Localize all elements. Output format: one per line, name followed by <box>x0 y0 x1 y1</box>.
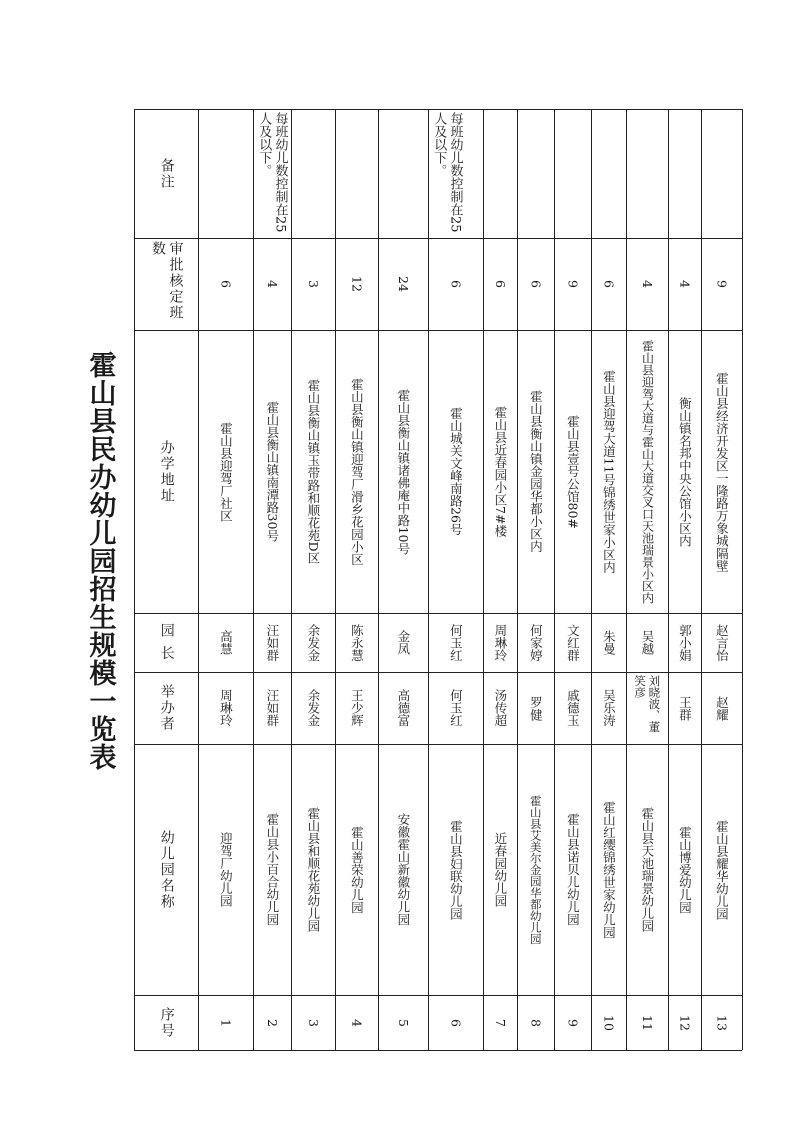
table-vline <box>742 109 743 1050</box>
cell-director <box>703 616 740 669</box>
cell-kindergarten-name <box>200 747 251 992</box>
cell-seq-text: 3 <box>305 1018 321 1027</box>
cell-seq-text: 8 <box>528 1018 544 1027</box>
header-approved-classes-text: 审批核定班数 <box>150 241 184 321</box>
cell-sponsor <box>293 675 333 741</box>
cell-kindergarten-name-text: 安徽霍山新徽幼儿园 <box>395 813 411 926</box>
cell-seq <box>430 998 481 1047</box>
cell-director <box>293 616 333 669</box>
table-vline <box>198 109 199 1050</box>
cell-seq <box>628 998 666 1047</box>
cell-note <box>380 112 426 235</box>
cell-director-text: 汪如群 <box>264 623 280 662</box>
cell-seq-text: 5 <box>395 1018 411 1027</box>
table-vline <box>291 109 292 1050</box>
cell-sponsor-text: 吴乐涛 <box>601 689 617 727</box>
cell-approved-classes-text: 6 <box>448 280 464 288</box>
table-hline <box>134 238 742 239</box>
cell-approved-classes <box>556 241 589 327</box>
cell-address-text: 霍山县近春园小区7#楼 <box>492 406 508 537</box>
cell-address <box>519 333 552 610</box>
cell-director <box>255 616 289 669</box>
cell-kindergarten-name-text: 迎驾厂幼儿园 <box>218 832 234 907</box>
cell-address-text: 霍山县衡山镇诸佛庵中路10号 <box>395 388 411 555</box>
cell-kindergarten-name-text: 霍山县妇联幼儿园 <box>448 819 464 920</box>
cell-sponsor-text: 戚德玉 <box>565 689 581 727</box>
cell-kindergarten-name-text: 霍山博爱幼儿园 <box>677 825 693 914</box>
cell-sponsor <box>593 675 624 741</box>
cell-kindergarten-name <box>430 747 481 992</box>
cell-kindergarten-name <box>293 747 333 992</box>
cell-note <box>485 112 515 235</box>
cell-address-text: 霍山县衡山镇玉带路和顺花苑D区 <box>305 378 321 565</box>
cell-kindergarten-name-text: 霍山县诺贝儿幼儿园 <box>565 813 581 926</box>
cell-seq-text: 13 <box>714 1014 730 1031</box>
cell-seq-text: 4 <box>349 1018 365 1027</box>
cell-address <box>255 333 289 610</box>
cell-director <box>670 616 699 669</box>
cell-approved-classes-text: 9 <box>565 280 581 288</box>
cell-note <box>293 112 333 235</box>
cell-seq <box>556 998 589 1047</box>
cell-sponsor-text: 王少辉 <box>349 689 365 727</box>
header-director-text: 园 长 <box>158 623 175 662</box>
cell-director-text: 文红群 <box>565 623 581 662</box>
header-seq-text: 序号 <box>158 1006 175 1039</box>
cell-address-text: 霍山县衡山镇南潭路30号 <box>264 401 280 542</box>
cell-sponsor <box>380 675 426 741</box>
cell-approved-classes <box>200 241 251 327</box>
cell-approved-classes <box>293 241 333 327</box>
cell-sponsor-text: 赵耀 <box>714 695 730 721</box>
cell-seq-text: 7 <box>492 1018 508 1027</box>
cell-kindergarten-name <box>703 747 740 992</box>
cell-seq <box>485 998 515 1047</box>
cell-sponsor-text: 汤传超 <box>492 689 508 727</box>
cell-kindergarten-name-text: 霍山红缨锦绣世家幼儿园 <box>601 800 617 939</box>
table-vline <box>134 109 135 1050</box>
cell-director <box>430 616 481 669</box>
cell-address <box>430 333 481 610</box>
cell-kindergarten-name <box>593 747 624 992</box>
table-hline <box>134 1050 742 1051</box>
header-note <box>136 112 196 235</box>
cell-sponsor-text: 汪如群 <box>264 689 280 727</box>
cell-address-text: 霍山县衡山镇金园华都小区内 <box>528 390 544 553</box>
cell-director-text: 赵言怡 <box>714 623 730 662</box>
cell-kindergarten-name <box>337 747 376 992</box>
cell-seq <box>593 998 624 1047</box>
cell-sponsor-text: 罗健 <box>528 695 544 721</box>
cell-kindergarten-name <box>519 747 552 992</box>
cell-address <box>703 333 740 610</box>
cell-sponsor <box>200 675 251 741</box>
cell-director-text: 陈永慧 <box>349 623 365 662</box>
header-note-text: 备注 <box>158 157 175 190</box>
cell-director <box>200 616 251 669</box>
cell-seq-text: 10 <box>601 1014 617 1031</box>
cell-approved-classes-text: 12 <box>349 276 365 292</box>
cell-address <box>485 333 515 610</box>
cell-director-text: 何玉红 <box>448 623 464 662</box>
cell-approved-classes <box>255 241 289 327</box>
cell-director-text: 朱曼 <box>601 630 617 655</box>
cell-address-text: 霍山县衡山镇迎驾厂滑乡花园小区 <box>349 377 365 566</box>
cell-approved-classes-text: 9 <box>714 280 730 288</box>
cell-note <box>703 112 740 235</box>
cell-director-text: 吴越 <box>639 630 655 655</box>
cell-approved-classes <box>628 241 666 327</box>
cell-approved-classes <box>337 241 376 327</box>
cell-director <box>380 616 426 669</box>
cell-sponsor-text: 余发金 <box>305 689 321 727</box>
cell-seq <box>293 998 333 1047</box>
cell-approved-classes-text: 6 <box>528 280 544 288</box>
cell-seq <box>670 998 699 1047</box>
table-hline <box>134 672 742 673</box>
cell-address-text: 霍山县迎驾厂社区 <box>218 421 234 522</box>
cell-director-text: 金凤 <box>395 630 411 655</box>
cell-sponsor <box>337 675 376 741</box>
table-vline <box>335 109 336 1050</box>
table-hline <box>134 330 742 331</box>
cell-director-text: 周琳玲 <box>492 623 508 662</box>
cell-director <box>593 616 624 669</box>
cell-seq-text: 6 <box>448 1018 464 1027</box>
cell-address-text: 衡山镇名邦中央公馆小区内 <box>677 396 693 547</box>
table-hline <box>134 744 742 745</box>
cell-seq-text: 9 <box>565 1018 581 1027</box>
cell-director-text: 郭小娟 <box>677 623 693 662</box>
cell-kindergarten-name <box>628 747 666 992</box>
cell-note <box>519 112 552 235</box>
cell-seq <box>337 998 376 1047</box>
table-vline <box>378 109 379 1050</box>
header-seq <box>136 998 196 1047</box>
table-vline <box>428 109 429 1050</box>
cell-address-text: 霍山县经济开发区一隆路万象城隔壁 <box>714 371 730 572</box>
table-vline <box>483 109 484 1050</box>
cell-kindergarten-name <box>485 747 515 992</box>
cell-seq-text: 2 <box>264 1018 280 1027</box>
cell-approved-classes-text: 6 <box>601 280 617 288</box>
table-hline <box>134 613 742 614</box>
table-vline <box>253 109 254 1050</box>
cell-approved-classes-text: 24 <box>395 276 411 292</box>
cell-director <box>337 616 376 669</box>
cell-note <box>255 112 289 235</box>
cell-seq-text: 11 <box>639 1014 655 1031</box>
cell-kindergarten-name <box>670 747 699 992</box>
cell-approved-classes-text: 4 <box>677 280 693 288</box>
table-vline <box>626 109 627 1050</box>
cell-sponsor <box>255 675 289 741</box>
cell-address <box>670 333 699 610</box>
table-vline <box>554 109 555 1050</box>
cell-sponsor <box>556 675 589 741</box>
header-kindergarten-name-text: 幼儿园名称 <box>158 829 175 910</box>
cell-address-text: 霍山县壹号公馆80# <box>565 414 581 529</box>
cell-seq-text: 1 <box>218 1018 234 1027</box>
cell-address <box>293 333 333 610</box>
cell-kindergarten-name-text: 霍山善荣幼儿园 <box>349 825 365 914</box>
cell-sponsor <box>703 675 740 741</box>
cell-note <box>430 112 481 235</box>
cell-approved-classes <box>519 241 552 327</box>
cell-kindergarten-name <box>556 747 589 992</box>
cell-seq <box>519 998 552 1047</box>
cell-note <box>556 112 589 235</box>
cell-sponsor <box>430 675 481 741</box>
cell-seq <box>200 998 251 1047</box>
cell-kindergarten-name-text: 霍山县耀华幼儿园 <box>714 819 730 920</box>
cell-note <box>200 112 251 235</box>
cell-sponsor-text: 何玉红 <box>448 689 464 727</box>
cell-note-text: 每班幼儿数控制在25人及以下。 <box>431 112 463 233</box>
cell-note <box>593 112 624 235</box>
cell-note <box>628 112 666 235</box>
cell-address <box>200 333 251 610</box>
header-kindergarten-name <box>136 747 196 992</box>
cell-approved-classes <box>703 241 740 327</box>
cell-kindergarten-name <box>255 747 289 992</box>
cell-sponsor-text: 高德富 <box>395 689 411 727</box>
cell-address <box>337 333 376 610</box>
header-sponsor-text: 举办者 <box>158 684 175 732</box>
header-approved-classes <box>136 241 196 327</box>
cell-approved-classes <box>670 241 699 327</box>
cell-approved-classes <box>430 241 481 327</box>
cell-seq <box>380 998 426 1047</box>
cell-sponsor-text: 刘晓波、董笑彦 <box>633 675 662 733</box>
cell-kindergarten-name-text: 霍山县艾美尔金园华都幼儿园 <box>528 794 543 945</box>
cell-kindergarten-name-text: 近春园幼儿园 <box>492 832 508 907</box>
cell-approved-classes-text: 4 <box>264 280 280 288</box>
cell-kindergarten-name-text: 霍山县天池瑞景幼儿园 <box>639 807 655 932</box>
cell-note-text: 每班幼儿数控制在25人及以下。 <box>256 112 288 233</box>
cell-director-text: 余发金 <box>305 623 321 662</box>
cell-sponsor <box>485 675 515 741</box>
cell-director <box>519 616 552 669</box>
cell-address <box>556 333 589 610</box>
cell-sponsor-text: 王群 <box>677 695 693 721</box>
header-address-text: 办学地址 <box>158 439 175 504</box>
table-vline <box>701 109 702 1050</box>
cell-address <box>380 333 426 610</box>
header-address <box>136 333 196 610</box>
cell-approved-classes <box>380 241 426 327</box>
cell-note <box>337 112 376 235</box>
cell-director <box>485 616 515 669</box>
table-vline <box>591 109 592 1050</box>
cell-seq <box>255 998 289 1047</box>
cell-seq <box>703 998 740 1047</box>
table-hline <box>134 109 742 110</box>
cell-address-text: 霍山县迎驾大道11号锦绣世家小区内 <box>601 369 617 574</box>
cell-note <box>670 112 699 235</box>
cell-director-text: 何家婷 <box>528 623 544 662</box>
cell-address <box>593 333 624 610</box>
cell-kindergarten-name <box>380 747 426 992</box>
cell-sponsor-text: 周琳玲 <box>218 689 234 727</box>
header-sponsor <box>136 675 196 741</box>
cell-approved-classes-text: 6 <box>492 280 508 288</box>
cell-kindergarten-name-text: 霍山县小百合幼儿园 <box>264 813 280 926</box>
cell-director <box>628 616 666 669</box>
cell-sponsor <box>519 675 552 741</box>
cell-address <box>628 333 666 610</box>
cell-address-text: 霍山县迎驾大道与霍山大道交叉口天池瑞景小区内 <box>640 339 655 604</box>
page-title-text: 霍山县民办幼儿园招生规模一览表 <box>84 350 116 771</box>
cell-approved-classes <box>485 241 515 327</box>
cell-approved-classes-text: 4 <box>639 280 655 288</box>
cell-director <box>556 616 589 669</box>
cell-approved-classes <box>593 241 624 327</box>
cell-seq-text: 12 <box>677 1014 693 1031</box>
header-director <box>136 616 196 669</box>
table-vline <box>668 109 669 1050</box>
cell-sponsor <box>628 675 666 741</box>
cell-sponsor <box>670 675 699 741</box>
cell-approved-classes-text: 6 <box>218 280 234 288</box>
cell-address-text: 霍山城关文峰南路26号 <box>448 407 464 536</box>
table-hline <box>134 995 742 996</box>
cell-director-text: 高慧 <box>218 630 234 655</box>
table-vline <box>517 109 518 1050</box>
cell-approved-classes-text: 3 <box>305 280 321 288</box>
cell-kindergarten-name-text: 霍山县和顺花苑幼儿园 <box>305 807 321 932</box>
